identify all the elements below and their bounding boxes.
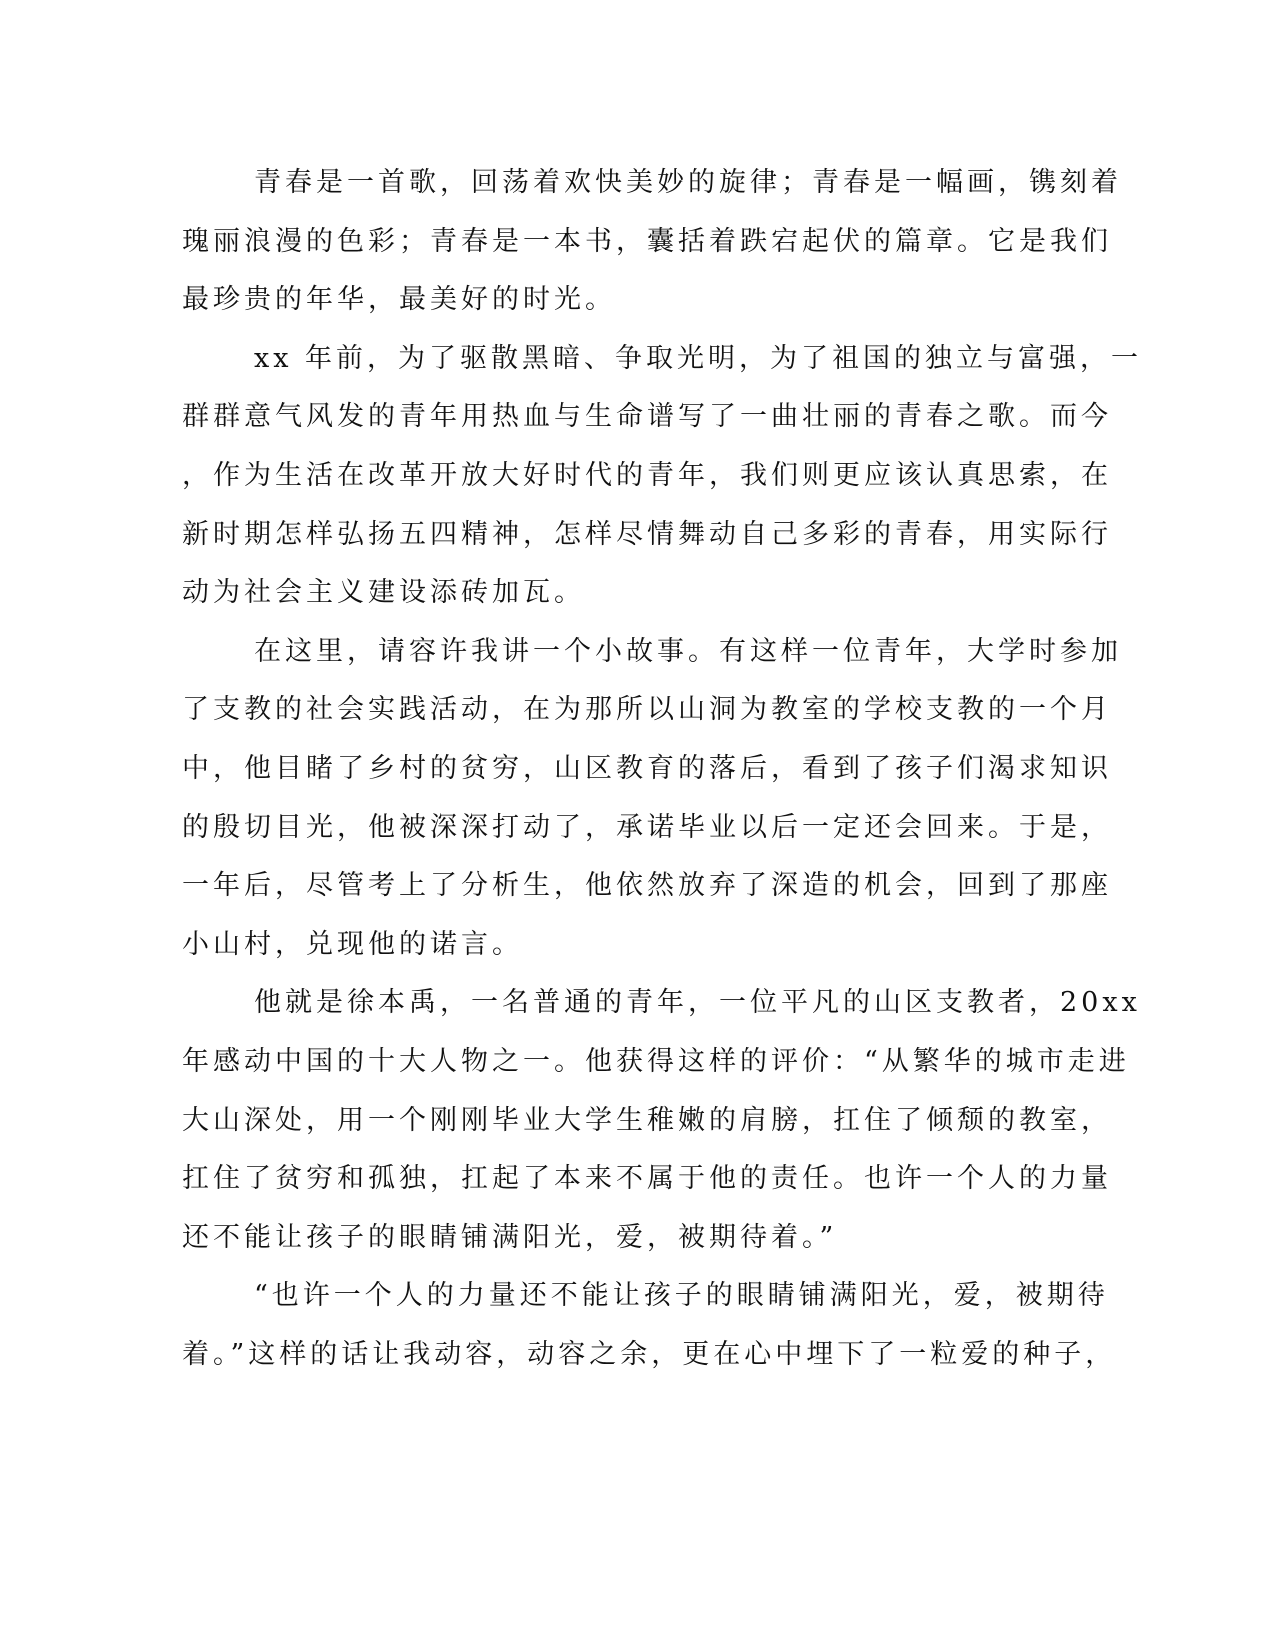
paragraph-line: 新时期怎样弘扬五四精神，怎样尽情舞动自己多彩的青春，用实际行 xyxy=(182,518,1112,550)
paragraph xyxy=(182,1267,1117,1384)
paragraph xyxy=(182,623,1122,975)
paragraph-line: 青春是一首歌，回荡着欢快美妙的旋律；青春是一幅画，镌刻着 xyxy=(254,167,1122,198)
paragraph-line: 的殷切目光，他被深深打动了，承诺毕业以后一定还会回来。于是， xyxy=(182,811,1112,843)
paragraph-line: 中，他目睹了乡村的贫穷，山区教育的落后，看到了孩子们渴求知识 xyxy=(182,752,1112,784)
paragraph xyxy=(182,330,1143,623)
paragraph-line: 大山深处，用一个刚刚毕业大学生稚嫩的肩膀，扛住了倾颓的教室， xyxy=(182,1104,1112,1136)
paragraph xyxy=(182,974,1141,1267)
paragraph-line: 小山村，兑现他的诺言。 xyxy=(182,928,523,960)
paragraph xyxy=(182,154,1122,330)
paragraph-line: 最珍贵的年华，最美好的时光。 xyxy=(182,284,616,316)
paragraph-line: 还不能让孩子的眼睛铺满阳光，爱，被期待着。” xyxy=(182,1221,838,1253)
paragraph-line: 了支教的社会实践活动，在为那所以山洞为教室的学校支教的一个月 xyxy=(182,694,1112,726)
document-body xyxy=(182,154,1143,1384)
paragraph-line: 群群意气风发的青年用热血与生命谱写了一曲壮丽的青春之歌。而今 xyxy=(182,401,1112,433)
paragraph-line: ，作为生活在改革开放大好时代的青年，我们则更应该认真思索，在 xyxy=(182,459,1112,491)
paragraph-line: “也许一个人的力量还不能让孩子的眼睛铺满阳光，爱，被期待 xyxy=(254,1280,1109,1312)
paragraph-line: 年感动中国的十大人物之一。他获得这样的评价：“从繁华的城市走进 xyxy=(182,1045,1130,1077)
paragraph-line: 扛住了贫穷和孤独，扛起了本来不属于他的责任。也许一个人的力量 xyxy=(182,1163,1112,1195)
paragraph-line: 在这里，请容许我讲一个小故事。有这样一位青年，大学时参加 xyxy=(254,635,1122,667)
paragraph-line: 着。”这样的话让我动容，动容之余，更在心中埋下了一粒爱的种子， xyxy=(182,1338,1117,1370)
paragraph-line: 一年后，尽管考上了分析生，他依然放弃了深造的机会，回到了那座 xyxy=(182,870,1112,902)
paragraph-line: 动为社会主义建设添砖加瓦。 xyxy=(182,577,585,609)
paragraph-line: 瑰丽浪漫的色彩；青春是一本书，囊括着跌宕起伏的篇章。它是我们 xyxy=(182,225,1112,257)
paragraph-line: 他就是徐本禹，一名普通的青年，一位平凡的山区支教者，20xx xyxy=(254,987,1141,1019)
paragraph-line: xx 年前，为了驱散黑暗、争取光明，为了祖国的独立与富强，一 xyxy=(254,342,1143,374)
